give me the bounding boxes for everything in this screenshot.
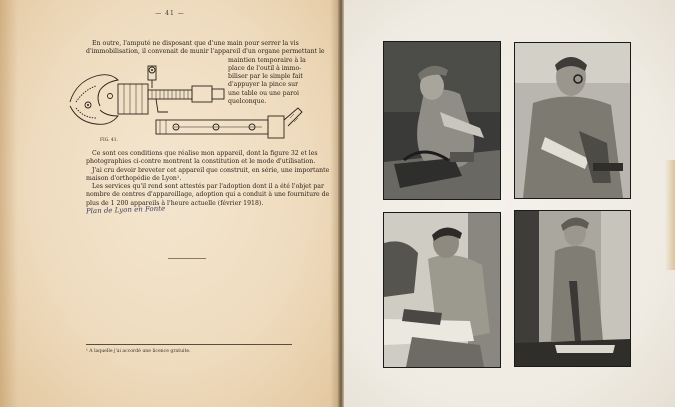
prosthetic-clamp-diagram [66, 60, 306, 148]
text-line: plus de 1 200 appareils à l'heure actuelle (février 1918). [86, 199, 264, 207]
text-line: En outre, l'amputé ne disposant que d'une main pour serrer la vis [92, 40, 299, 47]
text-line: maintien temporaire à la [228, 56, 306, 64]
text-line: nombre de centres d'appareillage, adoption qui a conduit à une fourniture de [86, 191, 330, 199]
text-line: une table ou une paroi [228, 89, 299, 97]
text-line: J'ai cru devoir breveter cet appareil que construit, en série, une importante [92, 166, 330, 174]
paragraph-intro [86, 40, 325, 57]
handwritten-annotation: Plan de Lyon en Fonte [85, 204, 166, 216]
figure-caption: FIG. 41. [100, 138, 118, 143]
text-line: Les services qu'il rend sont attestés par l'adoption dont il a été l'objet par [92, 183, 324, 191]
photo-soldier-monocle [514, 42, 631, 199]
footnote: ¹ A laquelle j'ai accordé une licence gratuite. [86, 349, 191, 354]
text-line: place de l'outil à immo- [228, 64, 302, 72]
text-line: d'appuyer la pince sur [228, 81, 299, 89]
text-line: biliser par le simple fait [228, 73, 303, 81]
photo-soldier-clamp [383, 41, 501, 200]
paragraph-conditions [86, 150, 330, 208]
text-line: photographies ci-contre montrent la constitution et le mode d'utilisation. [86, 158, 316, 166]
photo-seated-worker [383, 212, 501, 368]
section-divider [168, 258, 206, 259]
photo-standing-soldier [514, 210, 631, 367]
text-line: Ce sont ces conditions que réalise mon appareil, dont la figure 32 et les [92, 150, 318, 157]
text-line: maison d'orthopédie de Lyon¹. [86, 174, 182, 182]
text-line: quelconque. [228, 98, 267, 106]
footnote-rule [86, 344, 292, 345]
text-line: d'immobilisation, il convenait de munir l'appareil d'un organe permettant le [86, 48, 325, 56]
page-number: — 41 — [155, 10, 185, 17]
